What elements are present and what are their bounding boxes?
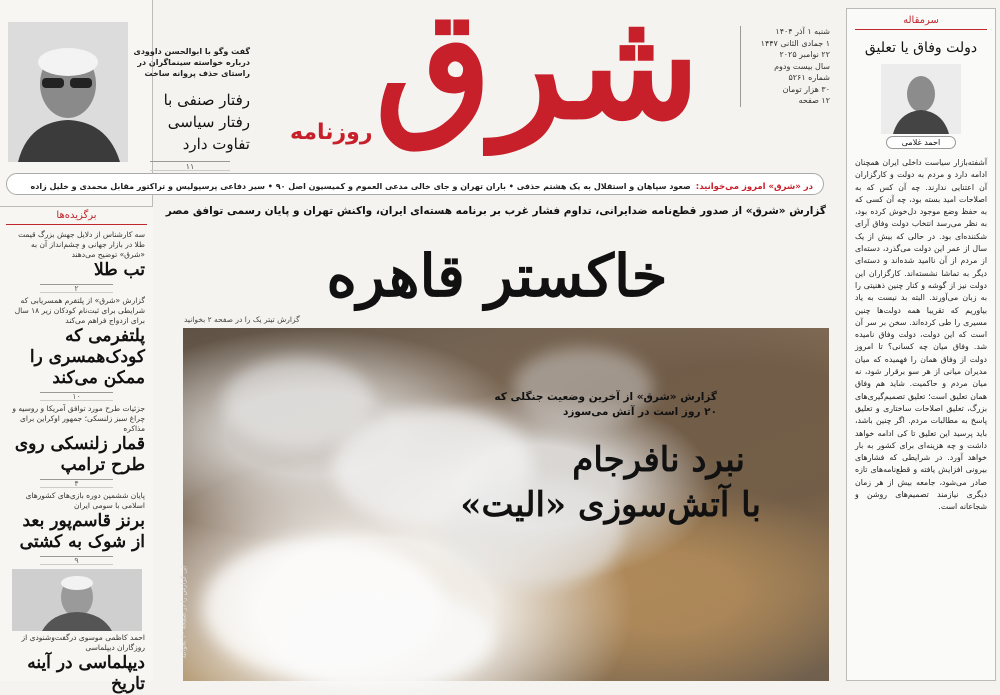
highlight-headline: دیپلماسی در آینه تاریخ (27, 653, 145, 694)
highlight-kicker: احمد کاظمی موسوی درگفت‌وشنودی از روزگاران دیپلماسی (21, 633, 145, 652)
highlight-headline: پلتفرمی که کودک‌همسری را ممکن می‌کند (29, 326, 145, 388)
interview-portrait (8, 22, 128, 162)
main-kicker: گزارش «شرق» از صدور قطع‌نامه ضدایرانی، تداوم فشار غرب بر برنامه هسته‌ای ایران، واکنش تهران و پایان رسمی توافق مصر (165, 205, 826, 217)
highlight-headline: تب طلا (93, 260, 145, 280)
editorial-column (846, 8, 996, 681)
interview-headline: رفتار صنفی با رفتار سیاسی تفاوت دارد (163, 91, 250, 153)
highlight-headline: قمار زلنسکی روی طرح ترامپ (14, 434, 145, 475)
author-photo (881, 64, 961, 134)
interview-page-number: ۱۱ (150, 161, 230, 171)
logo-sub: روزنامه (290, 120, 373, 145)
editorial-section: سرمقاله (855, 15, 987, 30)
highlights-title: برگزیده‌ها (6, 207, 147, 225)
main-ref[interactable]: گزارش تیتر یک را در صفحه ۲ بخوانید (184, 315, 300, 324)
editorial-body: آشفته‌بازار سیاست داخلی ایران همچنان ادامه دارد و مردم به دولت و کارگزاران آن اعتنایی ندارند. چه آن کس که به اصلاحات امید بسته بود، چه آن کسی که به حفظ وضع موجود دل‌خوش کرده بود، به نظر می‌رسد انتخاب دولت وفاق آرای شکننده‌ای بود. در حالی که بیش از یک سال از عمر این دولت می‌گذرد، دسته‌ای از مردم از آن ناامید شده‌اند و دسته‌ای دیگر به تماشا نشسته‌اند. کارگزاران این دولت نیز از گوشه و کنار چنین ذهنیتی را به زبان می‌آورند. البته بد نیست به یاد بیاوریم که تقریبا همه دولت‌ها چنین مسیری را طی کرده‌اند. سخن بر سر آن است که این دولت، دولت وفاق نامیده شد. وفاق میان چه کسانی؟ تا امروز دولت از وفاق همان را فهمیده که میان مدیران میانی از هر سو برقرار شود، نه میان مردم و حاکمیت. شاید هم وفاق همان تعلیق است؛ تعلیق تصمیم‌گیری‌های بزرگ، تعلیق اصلاحات ساختاری و تعلیق پاسخ به مطالبات مردم. اگر چنین باشد، باید پرسید این تعلیق تا کی ادامه خواهد داشت و چه هزینه‌ای برای کشور به بار خواهد آورد. در شرایطی که فشارهای بیرونی افزایش یافته و قطع‌نامه‌های تازه صادر می‌شود، جامعه بیش از هر زمان دیگری نیازمند تصمیم‌های روشن و شجاعانه است. (855, 158, 987, 512)
highlight-item[interactable] (0, 230, 153, 293)
highlight-page: ۲ (40, 284, 113, 293)
photo-kicker: گزارش «شرق» از آخرین وضعیت جنگلی که ۲۰ روز است در آتش می‌سوزد (494, 391, 717, 418)
interview-promo[interactable] (130, 46, 250, 171)
highlight-item[interactable] (0, 569, 153, 695)
highlights-list (0, 206, 153, 694)
main-headline[interactable]: خاکستر قاهره (326, 242, 668, 310)
highlight-headline: برنز قاسم‌پور بعد از شوک به کشتی (19, 511, 145, 552)
date-box (740, 26, 830, 107)
portrait-photo-icon (8, 22, 128, 162)
highlight-kicker: پایان ششمین دوره بازی‌های کشورهای اسلامی با سومی ایران (25, 491, 145, 510)
highlight-kicker: سه کارشناس از دلایل جهش بزرگ قیمت طلا در بازار جهانی و چشم‌انداز آن به «شرق» توضیح می‌دهند (18, 230, 145, 259)
photo-headline-2[interactable]: با آتش‌سوزی «الیت» (460, 485, 761, 525)
highlight-kicker: جزئیات طرح مورد توافق آمریکا و روسیه و چراغ سبز زلنسکی؛ جمهور اوکراین برای مذاکره (12, 404, 145, 433)
highlight-item[interactable] (0, 296, 153, 401)
masthead-logo[interactable] (280, 0, 730, 168)
highlight-item[interactable] (0, 404, 153, 488)
highlight-page: ۹ (40, 556, 113, 565)
date-line: ۱ جمادی الثانی ۱۴۴۷ (760, 38, 830, 48)
highlight-item[interactable] (0, 491, 153, 565)
author-name: احمد غلامی (886, 136, 956, 149)
ticker-bar[interactable] (6, 173, 824, 195)
date-line: شماره ۵۲۶۱ (788, 73, 830, 82)
highlight-page: ۴ (40, 479, 113, 488)
photo-credit: این گزارش را در صفحه ۱۰ بخوانید (179, 565, 188, 659)
date-line: شنبه ۱ آذر ۱۴۰۴ (775, 27, 830, 36)
date-line: ۲۲ نوامبر ۲۰۲۵ (779, 50, 830, 59)
date-line: ۳۰ هزار تومان (782, 84, 830, 94)
forest-fire-photo (179, 328, 829, 681)
ticker-text: صعود سپاهان و استقلال به یک هشتم حذفی • باران تهران و جای خالی مدعی العموم و کمیسیون اصل ۹۰ • سیر دفاعی پرسپولیس و تراکتور مقابل محمدی و خلیل زاده (30, 182, 691, 191)
highlight-page: ۱۰ (40, 392, 113, 401)
diplomat-portrait (12, 569, 142, 631)
date-line: ۱۲ صفحه (798, 96, 830, 105)
interview-kicker: گفت وگو با ابوالحسن داوودی درباره خواسته سینماگران در راستای حذف پروانه ساخت (133, 47, 250, 78)
editorial-headline[interactable]: دولت وفاق یا تعلیق (864, 40, 978, 56)
ticker-label: در «شرق» امروز می‌خوانید: (695, 182, 813, 192)
photo-headline-1[interactable]: نبرد نافرجام (572, 440, 745, 480)
highlight-kicker: گزارش «شرق» از پلتفرم همسریابی که شرایطی برای ثبت‌نام کودکان زیر ۱۸ سال برای ازدواج فراهم می‌کند (14, 296, 145, 325)
author-portrait-icon (881, 64, 961, 134)
logo-main: شرق (375, 0, 700, 153)
date-line: سال بیست ودوم (774, 61, 830, 71)
portrait-photo-icon (12, 569, 142, 631)
